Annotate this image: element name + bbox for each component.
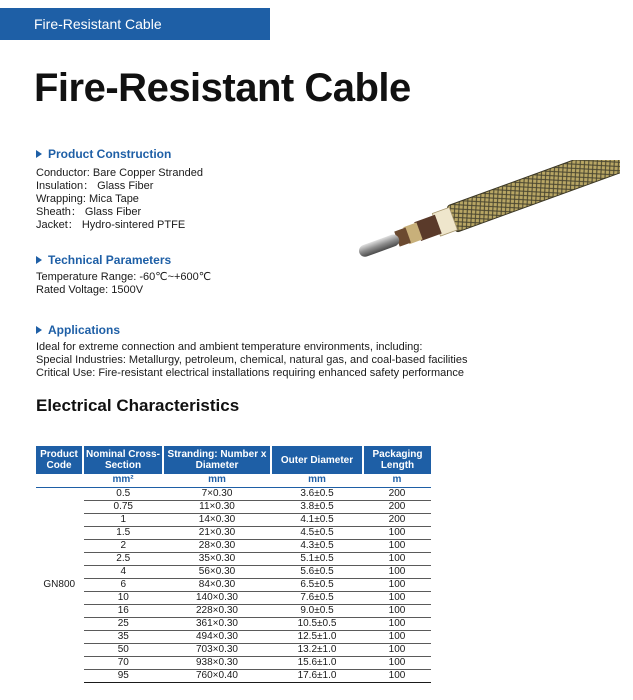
table-cell: 100 — [363, 669, 431, 682]
table-cell: 14×0.30 — [163, 513, 271, 526]
table-cell: 3.6±0.5 — [271, 487, 363, 500]
table-cell: 7.6±0.5 — [271, 591, 363, 604]
triangle-bullet-icon — [36, 150, 42, 158]
table-cell: 200 — [363, 500, 431, 513]
header-packaging-length: Packaging Length — [363, 446, 431, 474]
construction-line: Insulation： Glass Fiber — [36, 180, 154, 192]
construction-line: Conductor: Bare Copper Stranded — [36, 167, 203, 179]
category-banner: Fire-Resistant Cable — [0, 8, 270, 40]
table-cell: 140×0.30 — [163, 591, 271, 604]
table-row — [36, 539, 431, 552]
table-cell: 4.5±0.5 — [271, 526, 363, 539]
table-cell: 100 — [363, 617, 431, 630]
table-cell: 17.6±1.0 — [271, 669, 363, 682]
table-cell: 84×0.30 — [163, 578, 271, 591]
unit-cell: mm — [271, 474, 363, 487]
table-cell: 100 — [363, 591, 431, 604]
table-cell: 4 — [83, 565, 163, 578]
table-cell: 361×0.30 — [163, 617, 271, 630]
table-cell: 228×0.30 — [163, 604, 271, 617]
table-cell: 494×0.30 — [163, 630, 271, 643]
table-cell: 100 — [363, 565, 431, 578]
table-cell: 2.5 — [83, 552, 163, 565]
table-cell: 10 — [83, 591, 163, 604]
table-row — [36, 591, 431, 604]
table-cell: 35×0.30 — [163, 552, 271, 565]
table-row — [36, 526, 431, 539]
table-row — [36, 500, 431, 513]
table-body — [36, 474, 431, 682]
construction-line: Jacket： Hydro-sintered PTFE — [36, 219, 186, 231]
table-header-row — [36, 446, 431, 474]
table-cell: 95 — [83, 669, 163, 682]
table-row — [36, 513, 431, 526]
table-cell: 5.1±0.5 — [271, 552, 363, 565]
table-cell: 56×0.30 — [163, 565, 271, 578]
table-row — [36, 669, 431, 682]
table-cell: 100 — [363, 656, 431, 669]
table-row — [36, 487, 431, 500]
electrical-table — [36, 446, 431, 683]
units-row — [36, 474, 431, 487]
applications-line: Special Industries: Metallurgy, petroleum, chemical, natural gas, and coal-based facilities — [36, 354, 468, 366]
table-cell: 16 — [83, 604, 163, 617]
header-cross-section: Nominal Cross-Section — [83, 446, 163, 474]
construction-line: Sheath： Glass Fiber — [36, 206, 142, 218]
table-cell: 6.5±0.5 — [271, 578, 363, 591]
table-cell: 50 — [83, 643, 163, 656]
table-cell: 100 — [363, 578, 431, 591]
product-code-cell: GN800 — [36, 487, 83, 682]
table-cell: 4.3±0.5 — [271, 539, 363, 552]
applications-line: Ideal for extreme connection and ambient temperature environments, including: — [36, 341, 423, 353]
table-cell: 100 — [363, 539, 431, 552]
table-cell: 100 — [363, 526, 431, 539]
table-cell: 1.5 — [83, 526, 163, 539]
table-cell: 100 — [363, 604, 431, 617]
table-cell: 1 — [83, 513, 163, 526]
table-cell: 35 — [83, 630, 163, 643]
table-cell: 10.5±0.5 — [271, 617, 363, 630]
table-cell: 938×0.30 — [163, 656, 271, 669]
applications-heading-label: Applications — [48, 323, 121, 337]
table-cell: 4.1±0.5 — [271, 513, 363, 526]
technical-heading-label: Technical Parameters — [48, 253, 172, 267]
table-cell: 28×0.30 — [163, 539, 271, 552]
unit-cell — [36, 474, 83, 487]
applications-list — [36, 341, 467, 380]
table-cell: 70 — [83, 656, 163, 669]
table-cell: 200 — [363, 487, 431, 500]
table-cell: 9.0±0.5 — [271, 604, 363, 617]
construction-line: Wrapping: Mica Tape — [36, 193, 139, 205]
table-cell: 100 — [363, 643, 431, 656]
header-product-code: Product Code — [36, 446, 83, 474]
table-cell: 703×0.30 — [163, 643, 271, 656]
table-row — [36, 578, 431, 591]
table-row — [36, 565, 431, 578]
applications-heading — [36, 323, 120, 337]
construction-heading-label: Product Construction — [48, 147, 172, 161]
electrical-title: Electrical Characteristics — [36, 396, 240, 415]
table-cell: 200 — [363, 513, 431, 526]
table-row — [36, 552, 431, 565]
technical-list — [36, 271, 211, 297]
table-cell: 100 — [363, 630, 431, 643]
table-cell: 13.2±1.0 — [271, 643, 363, 656]
table-cell: 21×0.30 — [163, 526, 271, 539]
construction-heading — [36, 147, 171, 161]
table-cell: 12.5±1.0 — [271, 630, 363, 643]
page-title: Fire-Resistant Cable — [34, 66, 411, 110]
unit-cell: mm² — [83, 474, 163, 487]
table-row — [36, 617, 431, 630]
table-row — [36, 630, 431, 643]
table-cell: 3.8±0.5 — [271, 500, 363, 513]
table-cell: 25 — [83, 617, 163, 630]
table-cell: 0.75 — [83, 500, 163, 513]
table-row — [36, 656, 431, 669]
header-stranding: Stranding: Number x Diameter — [163, 446, 271, 474]
table-cell: 15.6±1.0 — [271, 656, 363, 669]
technical-line: Rated Voltage: 1500V — [36, 284, 144, 296]
technical-line: Temperature Range: -60℃~+600℃ — [36, 271, 212, 283]
table-cell: 760×0.40 — [163, 669, 271, 682]
table-row — [36, 604, 431, 617]
header-outer-diameter: Outer Diameter — [271, 446, 363, 474]
table-cell: 2 — [83, 539, 163, 552]
table-cell: 5.6±0.5 — [271, 565, 363, 578]
triangle-bullet-icon — [36, 256, 42, 264]
table-cell: 7×0.30 — [163, 487, 271, 500]
technical-heading — [36, 253, 171, 267]
table-cell: 6 — [83, 578, 163, 591]
table-cell: 11×0.30 — [163, 500, 271, 513]
table-cell: 100 — [363, 552, 431, 565]
applications-line: Critical Use: Fire-resistant electrical installations requiring enhanced safety performance — [36, 367, 464, 379]
unit-cell: m — [363, 474, 431, 487]
construction-list — [36, 167, 203, 232]
triangle-bullet-icon — [36, 326, 42, 334]
table-row — [36, 643, 431, 656]
unit-cell: mm — [163, 474, 271, 487]
table-cell: 0.5 — [83, 487, 163, 500]
braided-cable-illustration — [340, 160, 620, 260]
